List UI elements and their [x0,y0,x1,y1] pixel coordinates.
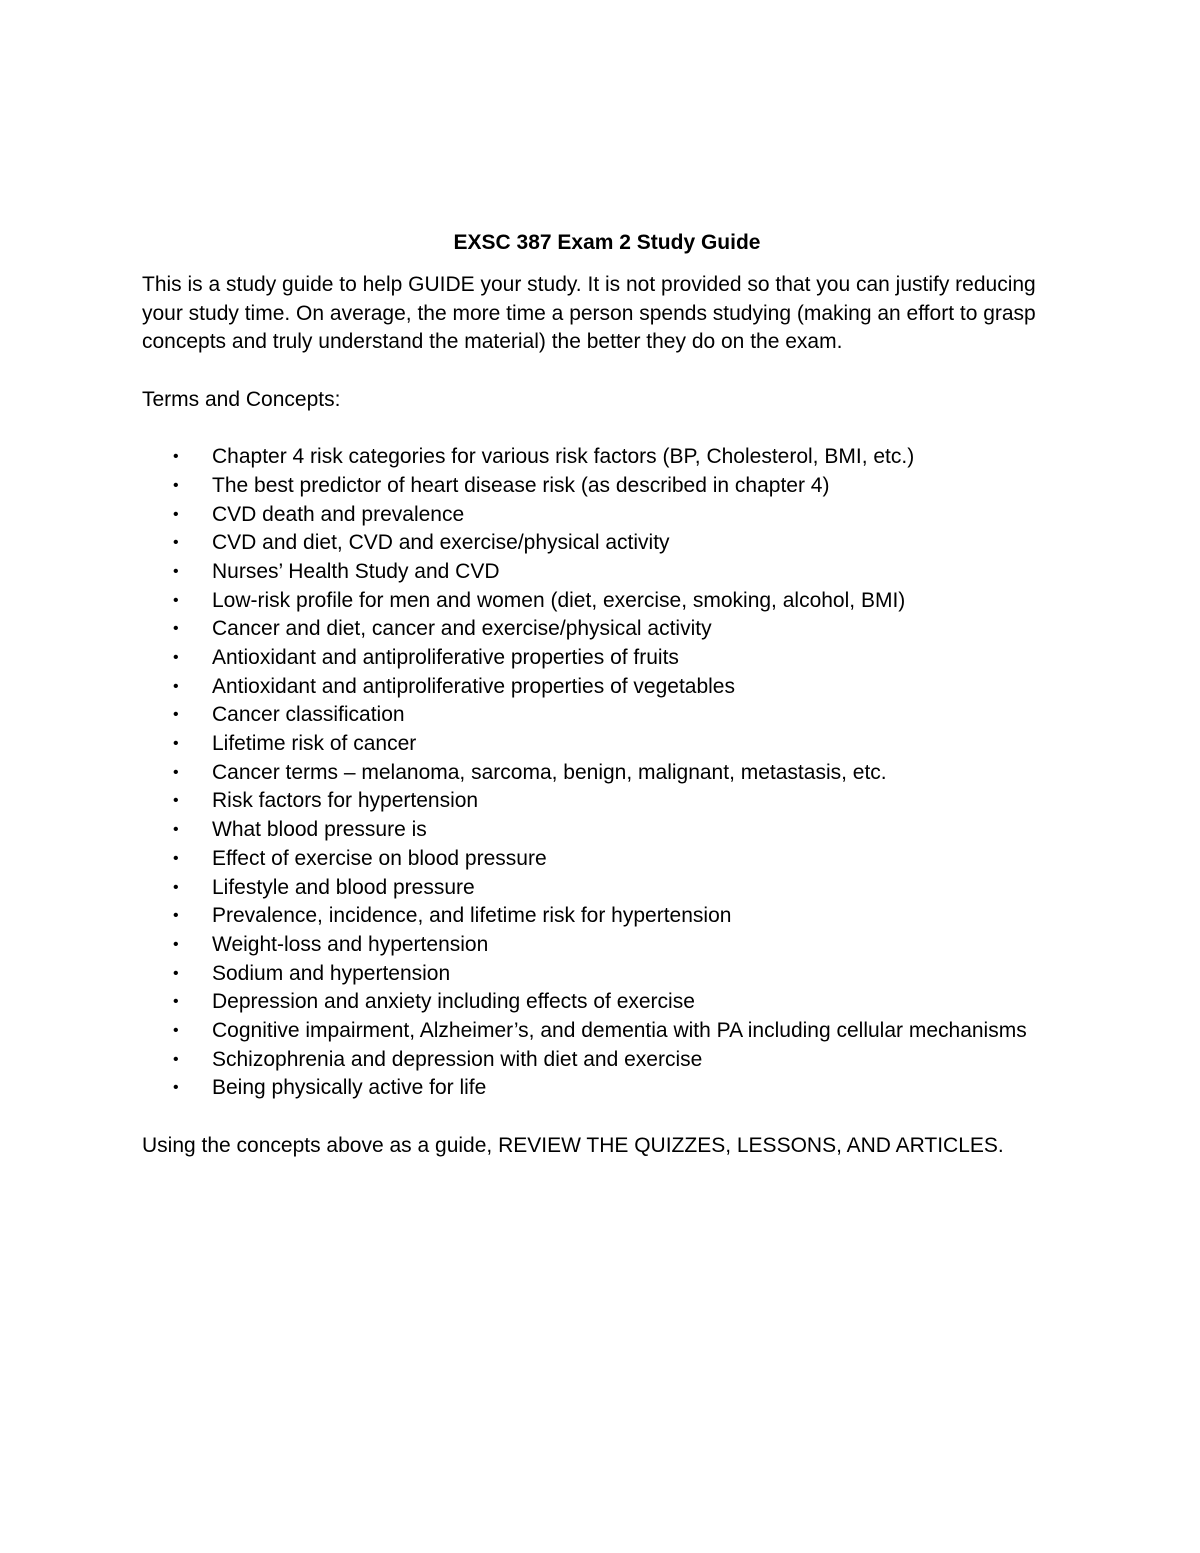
list-item [142,874,1072,903]
bullet-icon: • [173,792,179,810]
list-item-text: Cognitive impairment, Alzheimer’s, and dementia with PA including cellular mechanisms [212,1018,1027,1042]
list-item [142,644,1072,673]
list-item-text: What blood pressure is [212,818,427,842]
list-item [142,787,1072,816]
bullet-icon: • [173,591,179,609]
bullet-icon: • [173,534,179,552]
list-item [142,673,1072,702]
section-label-terms: Terms and Concepts: [142,387,341,411]
list-item [142,701,1072,730]
list-item [142,931,1072,960]
bullet-icon: • [173,476,179,494]
bullet-icon: • [173,505,179,523]
list-item-text: Antioxidant and antiproliferative properties of fruits [212,646,679,669]
list-item [142,816,1072,845]
list-item-text: The best predictor of heart disease risk (as described in chapter 4) [212,473,830,497]
list-item-text: Cancer terms – melanoma, sarcoma, benign, malignant, metastasis, etc. [212,760,887,784]
bullet-icon: • [173,562,179,580]
list-item-text: Weight-loss and hypertension [212,932,489,956]
list-item [142,443,1072,472]
list-item [142,988,1072,1017]
list-item-text: Low-risk profile for men and women (diet, exercise, smoking, alcohol, BMI) [212,588,906,612]
list-item-text: Chapter 4 risk categories for various risk factors (BP, Cholesterol, BMI, etc.) [212,445,915,469]
bullet-icon: • [173,907,179,925]
bullet-icon: • [173,878,179,896]
list-item-text: Lifetime risk of cancer [212,732,417,756]
bullet-icon: • [173,763,179,781]
list-item-text: Sodium and hypertension [212,961,451,985]
list-item [142,845,1072,874]
bullet-icon: • [173,964,179,982]
list-item-text: Depression and anxiety including effects of exercise [212,990,695,1014]
list-item-text: CVD death and prevalence [212,502,465,526]
list-item-text: Cancer classification [212,703,405,727]
bullet-icon: • [173,1021,179,1039]
terms-list [142,443,1072,1103]
list-item-text: Nurses’ Health Study and CVD [212,559,500,583]
list-item [142,615,1072,644]
list-item-text: Schizophrenia and depression with diet and exercise [212,1047,703,1071]
bullet-icon: • [173,706,179,724]
list-item [142,472,1072,501]
document-body [142,226,1072,1160]
bullet-icon: • [173,821,179,839]
document-title: EXSC 387 Exam 2 Study Guide [453,231,761,254]
list-item-text: Risk factors for hypertension [212,789,479,813]
list-item [142,587,1072,616]
list-item [142,730,1072,759]
list-item [142,1046,1072,1075]
list-item [142,902,1072,931]
bullet-icon: • [173,677,179,695]
intro-paragraph: This is a study guide to help GUIDE your study. It is not provided so that you can justify reducing your study time. On average, the more time a person spends studying (making an effort to grasp concepts and truly understand the material) the better they do on the exam. [142,273,1036,354]
list-item [142,960,1072,989]
bullet-icon: • [173,620,179,638]
list-item [142,529,1072,558]
list-item [142,1017,1072,1046]
list-item-text: Prevalence, incidence, and lifetime risk for hypertension [212,904,732,928]
list-item-text: Cancer and diet, cancer and exercise/physical activity [212,617,712,641]
bullet-icon: • [173,448,179,466]
list-item [142,501,1072,530]
list-item-text: Lifestyle and blood pressure [212,875,475,899]
bullet-icon: • [173,993,179,1011]
list-item-text: Being physically active for life [212,1076,487,1100]
closing-paragraph: Using the concepts above as a guide, REVIEW THE QUIZZES, LESSONS, AND ARTICLES. [142,1133,1004,1157]
bullet-icon: • [173,935,179,953]
list-item-text: CVD and diet, CVD and exercise/physical activity [212,531,670,555]
list-item [142,759,1072,788]
bullet-icon: • [173,649,179,666]
list-item-text: Antioxidant and antiproliferative properties of vegetables [212,674,735,698]
list-item-text: Effect of exercise on blood pressure [212,846,547,870]
bullet-icon: • [173,1050,179,1068]
list-item [142,1074,1072,1103]
bullet-icon: • [173,849,179,867]
bullet-icon: • [173,735,179,753]
list-item [142,558,1072,587]
bullet-icon: • [173,1079,179,1097]
